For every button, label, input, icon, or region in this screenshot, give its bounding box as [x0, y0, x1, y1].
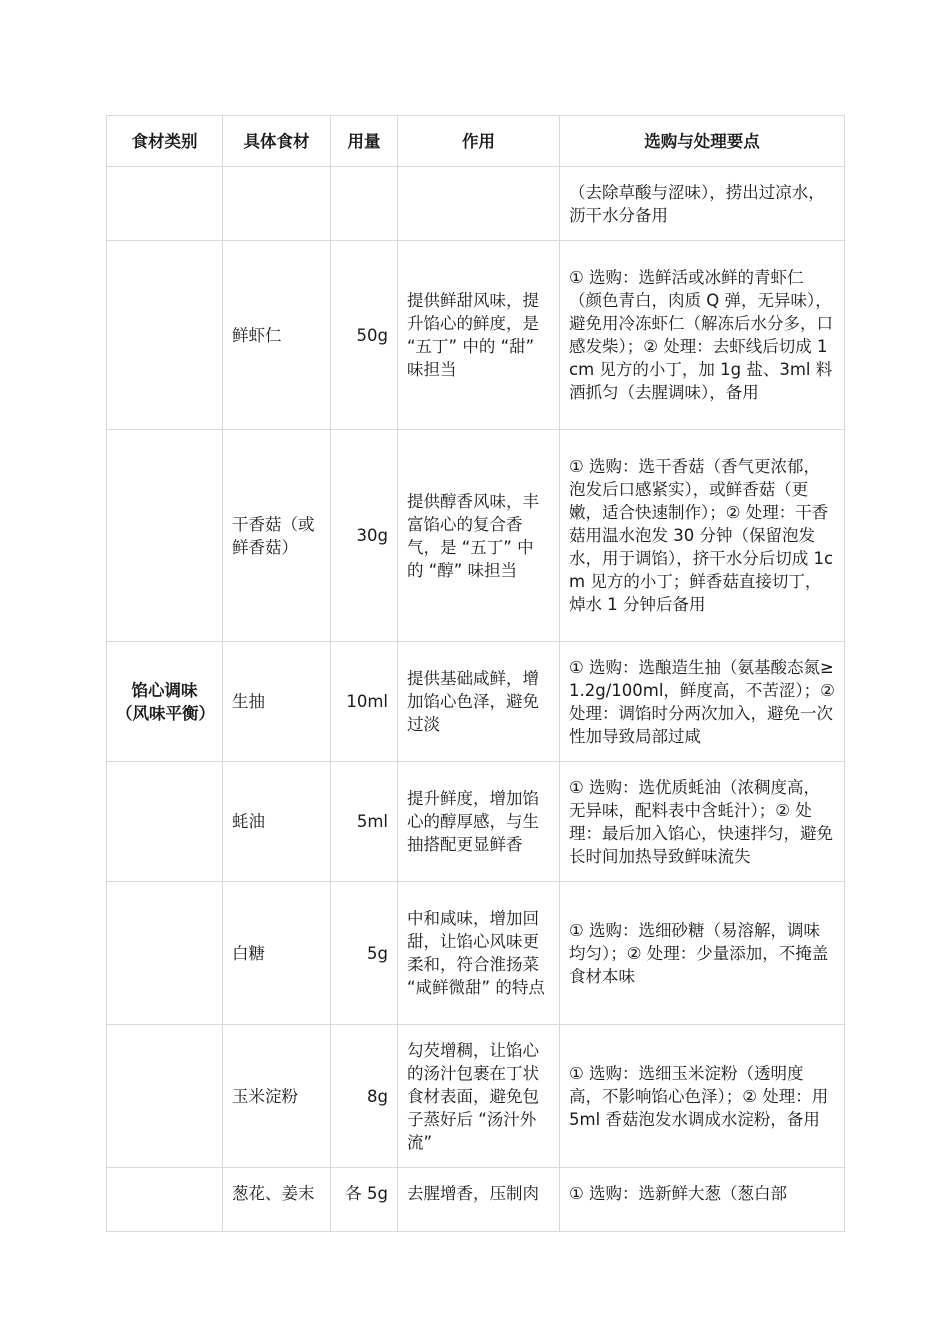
- item-cell: 生抽: [223, 642, 331, 762]
- table-row: [107, 882, 845, 1025]
- role-cell: 提升鲜度，增加馅心的醇厚感，与生抽搭配更显鲜香: [398, 762, 560, 882]
- tips-cell: ① 选购：选优质蚝油（浓稠度高，无异味，配料表中含蚝汁）；② 处理：最后加入馅心，快速拌匀，避免长时间加热导致鲜味流失: [560, 762, 845, 882]
- header-role: 作用: [398, 116, 560, 167]
- ingredients-table: [106, 115, 845, 1232]
- item-cell: [223, 167, 331, 241]
- category-cell: [107, 241, 223, 430]
- table-row: [107, 430, 845, 642]
- item-cell: 干香菇（或鲜香菇）: [223, 430, 331, 642]
- category-cell: [107, 167, 223, 241]
- table-row: [107, 167, 845, 241]
- tips-cell: ① 选购：选干香菇（香气更浓郁，泡发后口感紧实），或鲜香菇（更嫩，适合快速制作）；② 处理：干香菇用温水泡发 30 分钟（保留泡发水，用于调馅），挤干水分后切成 1cm 见方的小丁；鲜香菇直接切丁，焯水 1 分钟后备用: [560, 430, 845, 642]
- quantity-cell: 10ml: [331, 642, 398, 762]
- quantity-cell: 50g: [331, 241, 398, 430]
- quantity-cell: 30g: [331, 430, 398, 642]
- quantity-cell: 5g: [331, 882, 398, 1025]
- header-item: 具体食材: [223, 116, 331, 167]
- category-cell: [107, 430, 223, 642]
- tips-cell: ① 选购：选酿造生抽（氨基酸态氮≥1.2g/100ml，鲜度高，不苦涩）；② 处理：调馅时分两次加入，避免一次性加导致局部过咸: [560, 642, 845, 762]
- header-category: 食材类别: [107, 116, 223, 167]
- tips-cell: ① 选购：选鲜活或冰鲜的青虾仁（颜色青白，肉质 Q 弹，无异味），避免用冷冻虾仁（解冻后水分多，口感发柴）；② 处理：去虾线后切成 1cm 见方的小丁，加 1g 盐、3ml 料酒抓匀（去腥调味），备用: [560, 241, 845, 430]
- category-cell: [107, 1025, 223, 1168]
- quantity-cell: [331, 167, 398, 241]
- role-cell: 勾芡增稠，让馅心的汤汁包裹在丁状食材表面，避免包子蒸好后 “汤汁外流”: [398, 1025, 560, 1168]
- role-cell: 提供鲜甜风味，提升馅心的鲜度，是 “五丁” 中的 “甜” 味担当: [398, 241, 560, 430]
- tips-cell: （去除草酸与涩味），捞出过凉水，沥干水分备用: [560, 167, 845, 241]
- role-cell: 中和咸味，增加回甜，让馅心风味更柔和，符合淮扬菜 “咸鲜微甜” 的特点: [398, 882, 560, 1025]
- table-row: [107, 642, 845, 762]
- table-row: [107, 241, 845, 430]
- quantity-cell: 各 5g: [331, 1168, 398, 1232]
- item-cell: 蚝油: [223, 762, 331, 882]
- role-cell: 去腥增香，压制肉: [398, 1168, 560, 1232]
- table-header-row: [107, 116, 845, 167]
- table-row: [107, 1168, 845, 1232]
- category-cell: [107, 1168, 223, 1232]
- quantity-cell: 8g: [331, 1025, 398, 1168]
- role-cell: 提供醇香风味，丰富馅心的复合香气，是 “五丁” 中的 “醇” 味担当: [398, 430, 560, 642]
- role-cell: 提供基础咸鲜，增加馅心色泽，避免过淡: [398, 642, 560, 762]
- item-cell: 白糖: [223, 882, 331, 1025]
- table-row: [107, 1025, 845, 1168]
- table-row: [107, 762, 845, 882]
- tips-cell: ① 选购：选新鲜大葱（葱白部: [560, 1168, 845, 1232]
- header-tips: 选购与处理要点: [560, 116, 845, 167]
- header-quantity: 用量: [331, 116, 398, 167]
- item-cell: 玉米淀粉: [223, 1025, 331, 1168]
- tips-cell: ① 选购：选细玉米淀粉（透明度高，不影响馅心色泽）；② 处理：用 5ml 香菇泡发水调成水淀粉，备用: [560, 1025, 845, 1168]
- category-cell: [107, 762, 223, 882]
- category-cell: [107, 882, 223, 1025]
- quantity-cell: 5ml: [331, 762, 398, 882]
- role-cell: [398, 167, 560, 241]
- item-cell: 鲜虾仁: [223, 241, 331, 430]
- item-cell: 葱花、姜末: [223, 1168, 331, 1232]
- category-cell: 馅心调味（风味平衡）: [107, 642, 223, 762]
- tips-cell: ① 选购：选细砂糖（易溶解，调味均匀）；② 处理：少量添加，不掩盖食材本味: [560, 882, 845, 1025]
